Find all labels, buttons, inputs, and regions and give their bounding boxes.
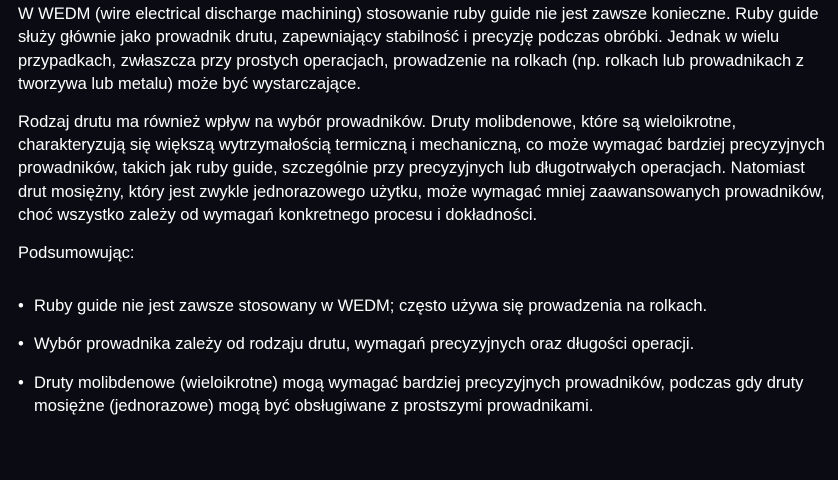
list-item-text: Druty molibdenowe (wieloikrotne) mogą wymagać bardziej precyzyjnych prowadników, podczas gdy druty mosiężne (jednorazowe) mogą być obsługiwane z prostszymi prowadnikami. xyxy=(34,373,804,416)
bullet-icon: • xyxy=(18,297,24,316)
list-item xyxy=(18,372,830,419)
bullet-icon: • xyxy=(18,373,24,392)
list-item-text: Wybór prowadnika zależy od rodzaju drutu, wymagań precyzyjnych oraz długości operacji. xyxy=(34,335,695,354)
summary-heading: Podsumowując: xyxy=(18,243,135,262)
list-item xyxy=(18,295,830,318)
summary-list xyxy=(18,295,830,419)
paragraph-intro: W WEDM (wire electrical discharge machining) stosowanie ruby guide nie jest zawsze konieczne. Ruby guide służy głównie jako prowadnik drutu, zapewniający stabilność i precyzję podczas obróbki. Jednak w wielu przypadkach, zwłaszcza przy prostych operacjach, prowadzenie na rolkach (np. rolkach lub prowadnikach z tworzywa lub metalu) może być wystarczające. xyxy=(18,5,819,94)
bullet-icon: • xyxy=(18,335,24,354)
list-item xyxy=(18,333,830,356)
list-item-text: Ruby guide nie jest zawsze stosowany w WEDM; często używa się prowadzenia na rolkach. xyxy=(34,297,708,316)
paragraph-wire-types: Rodzaj drutu ma również wpływ na wybór prowadników. Druty molibdenowe, które są wieloikrotne, charakteryzują się większą wytrzymałością termiczną i mechaniczną, co może wymagać bardziej precyzyjnych prowadników, takich jak ruby guide, szczególnie przy precyzyjnych lub długotrwałych operacjach. Natomiast drut mosiężny, który jest zwykle jednorazowego użytku, może wymagać mniej zaawansowanych prowadników, choć wszystko zależy od wymagań konkretnego procesu i dokładności. xyxy=(18,112,825,225)
assistant-message xyxy=(18,3,830,434)
